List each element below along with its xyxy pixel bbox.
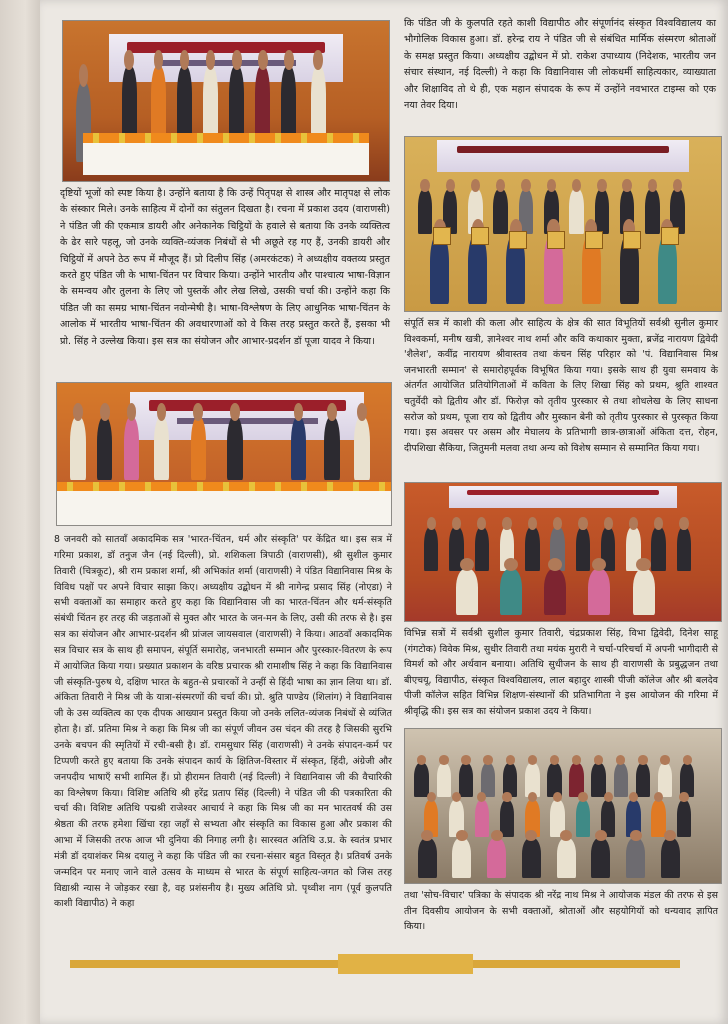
- right-paragraph-2: संपूर्ति सत्र में काशी की कला और साहित्य के क्षेत्र की सात विभूतियों सर्वश्री सुनील कुमार विश्वकर्मा, मनीष खत्री, ज्ञानेश्वर नाथ शर्मा और कवि कथाकार मुक्ता, ब्रजेंद्र नारायण द्विवेदी 'शैलेश', कवींद्र नारायण श्रीवास्तव तथा कंचन सिंह परिहार को 'पं. विद्यानिवास मिश्र जनभारती सम्मान' से समारोहपूर्वक विभूषित किया गया। इसके साथ ही युवा समवाय के अंतर्गत आयोजित प्रतियोगिताओं में कविता के लिए शिखा सिंह को प्रथम, श्रुति शाश्वत चतुर्वेदी को द्वितीय और डॉ. फिरोज़ को तृतीय पुरस्कार से तथा शोधलेख के लिए साधना सरोज को प्रथम, पूजा राय को द्वितीय और मुस्कान बेनी को तृतीय पुरस्कार से पुरस्कृत किया गया। इस अवसर पर असम और मेघालय के प्रतिभागी छात्र-छात्राओं अंकिता दत्त, रोहन, दीपशिखा सैकिया, जितुमनी मलवा तथा अन्य को विशेष सम्मान से सम्मानित किया गया।: [404, 318, 718, 454]
- right-paragraph-3: विभिन्न सत्रों में सर्वश्री सुशील कुमार तिवारी, चंद्रप्रकाश सिंह, विभा द्विवेदी, दिनेश साहू (गंगटोक) विवेक मिश्र, सुधीर तिवारी तथा मयंक मुरारी ने चर्चा-परिचर्चा में अपनी भागीदारी से विमर्श को और अर्थवान बनाया। अतिथि सुधीजन के साथ ही वाराणसी के प्रबुद्धजन तथा बीएचयू, विद्यापीठ, संस्कृत विश्वविद्यालय, लाल बहादुर शास्त्री पीजी कॉलेज और श्री बलदेव पीजी कॉलेज सहित विभिन्न शिक्षण-संस्थानों की प्रतिभागिता ने इस आयोजन की गरिमा में श्रीवृद्धि की। इस सत्र का संयोजन प्रकाश उदय ने किया।: [404, 628, 718, 717]
- left-paragraph-2: 8 जनवरी को सातवाँ अकादमिक सत्र 'भारत-चिंतन, धर्म और संस्कृति' पर केंद्रित था। इस सत्र में गरिमा प्रकाश, डॉ तनुज जैन (नई दिल्ली), प्रो. शशिकला त्रिपाठी (वाराणसी), श्री सुशील कुमार तिवारी (चित्रकूट), श्री राम प्रकाश शर्मा, श्री अभिकांत शर्मा (वाराणसी) ने पंडित विद्यानिवास मिश्र के विविध पक्षों पर अपने विचार साझा किए। अध्यक्षीय उद्बोधन में श्री नागेन्द्र प्रसाद सिंह (नोएडा) ने सभी वक्ताओं का समाहार करते हुए कहा कि विद्यानिवास जी का भारत-चिंतन और धर्म-संस्कृति संबंधी चिंतन हर तरह की जड़ताओं से मुक्त और भारत के जन-मन के लिए, उसी की तरफ से है। इस सत्र का संयोजन और आभार-प्रदर्शन श्री प्रांजल जायसवाल (वाराणसी) ने किया। आठवाँ अकादमिक सत्र विचार सत्र के साथ ही समापन, संपूर्ति समारोह, जनभारती सम्मान और पुरस्कार-वितरण के रूप में आयोजित किया गया। प्रख्यात प्रकाशन के वरिष्ठ प्रचारक श्री रामाशीष सिंह ने कहा कि विद्यानिवास जी संस्कृति-पुरुष थे, दक्षिण भारत के बहुत-से प्रचारकों ने उन्हीं से हिंदी भाषा का ज्ञान लिया था। डॉ. अंकिता तिवारी ने मिश्र जी के यात्रा-संस्मरणों की चर्चा की। प्रो. श्रुति पाण्डेय (शिलांग) ने विद्यानिवास जी के उस व्यक्तित्व का एक दीपक आख्यान प्रस्तुत किया जो उनके ललित-व्यंजक निबंधों से व्यंजित होता है। डॉ. प्रतिमा मिश्र ने कहा कि मिश्र जी का संपूर्ण जीवन उस चंदन की तरह है जिसकी सुरभि उनके बचपन की स्मृतियों में रची-बसी है। डॉ. रामसुधार सिंह (वाराणसी) ने उनके संपादन-कर्म पर टिप्पणी करते हुए बताया कि उनके संपादन कार्य के क्षितिज-विस्तार में संस्कृत, हिंदी, अंग्रेजी और जनपदीय भाषाएँ सभी शामिल हैं। प्रो हीरामन तिवारी (नई दिल्ली) ने विद्यानिवास जी की वैचारिकी का विश्लेषण किया। विशिष्ट अतिथि श्री हरेंद्र प्रताप सिंह (दिल्ली) ने पंडित जी की पत्रकारिता की चर्चा की। विशिष्ट अतिथि पद्मश्री राजेश्वर आचार्य ने कहा कि मिश्र जी का मन भारतवर्ष की उस श्रेष्ठता की तरफ हमेशा खिंचा रहा जहाँ से सभ्यता और संस्कृति का विकास हुआ और प्रकाश की आभा में जिसकी तरफ आज भी दुनिया की निगाह लगी है। सारस्वत अतिथि उ.प्र. के स्वतंत्र प्रभार मंत्री डॉ दयाशंकर मिश्र दयालु ने कहा कि पंडित जी का रचना-संसार बहुत विस्तृत है। प्रतिवर्ष उनके जन्मदिन पर मनाए जाने वाले उत्सव के माध्यम से भारत के संपूर्ण साहित्य-जगत को जिस तरह विद्याश्री न्यास ने जोड़कर रखा है, वह प्रशंसनीय है। मुख्य अतिथि प्रो. पृथ्वीश नाग (पूर्व कुलपति काशी विद्यापीठ) ने कहा: [54, 534, 392, 910]
- footer-accent-bar: [70, 960, 680, 968]
- right-paragraph-1: कि पंडित जी के कुलपति रहते काशी विद्यापीठ और संपूर्णानंद संस्कृत विश्वविद्यालय का भौगोलिक विकास हुआ। डॉ. हरेन्द्र राय ने पंडित जी से संबंधित मार्मिक संस्मरण श्रोताओं के समक्ष प्रस्तुत किया। अध्यक्षीय उद्बोधन में प्रो. राकेश उपाध्याय (निदेशक, भारतीय जन संचार संस्थान, नई दिल्ली) ने कहा कि विद्यानिवास जी लोकधर्मी साहित्यकार, व्याख्याता और शिक्षाविद तो थे ही, एक महान संपादक के रूप में उन्होंने नवभारत टाइम्स को एक नया तेवर दिया।: [404, 18, 716, 112]
- photo-prize-winners: [404, 482, 722, 622]
- magazine-page: [40, 0, 728, 1024]
- right-paragraph-4: तथा 'सोच-विचार' पत्रिका के संपादक श्री नरेंद्र नाथ मिश्र ने आयोजक मंडल की तरफ से इस तीन दिवसीय आयोजन के सभी वक्ताओं, श्रोताओं और सहयोगियों को धन्यवाद ज्ञापित किया।: [404, 890, 718, 933]
- photo-awardees-plaques: [404, 136, 722, 312]
- photo-group-audience: [404, 728, 722, 884]
- photo-stage-dignitaries: [62, 20, 390, 182]
- left-paragraph-1: दृष्टियों भूजों को स्पष्ट किया है। उन्होंने बताया है कि उन्हें पितृपक्ष से शास्त्र और मातृपक्ष से लोक के संस्कार मिले। उनके साहित्य में दोनों का संतुलन दिखता है। रचना में प्रकाश उदय (वाराणसी) ने पंडित जी की एकमात्र डायरी और अनेकानेक चिट्ठियों के हवाले से बताया कि उनके व्यक्तित्व के ढेर सारे पहलू, जो उनके व्यक्ति-व्यंजक निबंधों से भी अछूते रह गए हैं, उनकी डायरी और चिट्ठियों में अपने ठेठ रूप में मौजूद हैं। प्रो दिलीप सिंह (अमरकंटक) ने अध्यक्षीय वक्तव्य प्रस्तुत करते हुए पंडित जी के भाषा-चिंतन पर विचार किया। उन्होंने भारतीय और पाश्चात्य भाषा-विज्ञान के समन्वय और तुलना के लिए जो पुस्तकें और लेख लिखे, उसकी चर्चा की। उन्होंने कहा कि पंडित जी का समग्र भाषा-चिंतन नवोन्मेषी है। भाषा-विश्लेषण के लिए आधुनिक भाषा-चिंतन के आलोक में भारतीय भाषा-चिंतन की अवधारणाओं को वे किस तरह प्रस्तुत करते हैं, इसका भी प्रो. सिंह ने उल्लेख किया। इस सत्र का संयोजन और आभार-प्रदर्शन डॉ पूजा यादव ने किया।: [60, 188, 390, 347]
- photo-panel-seated: [56, 382, 392, 526]
